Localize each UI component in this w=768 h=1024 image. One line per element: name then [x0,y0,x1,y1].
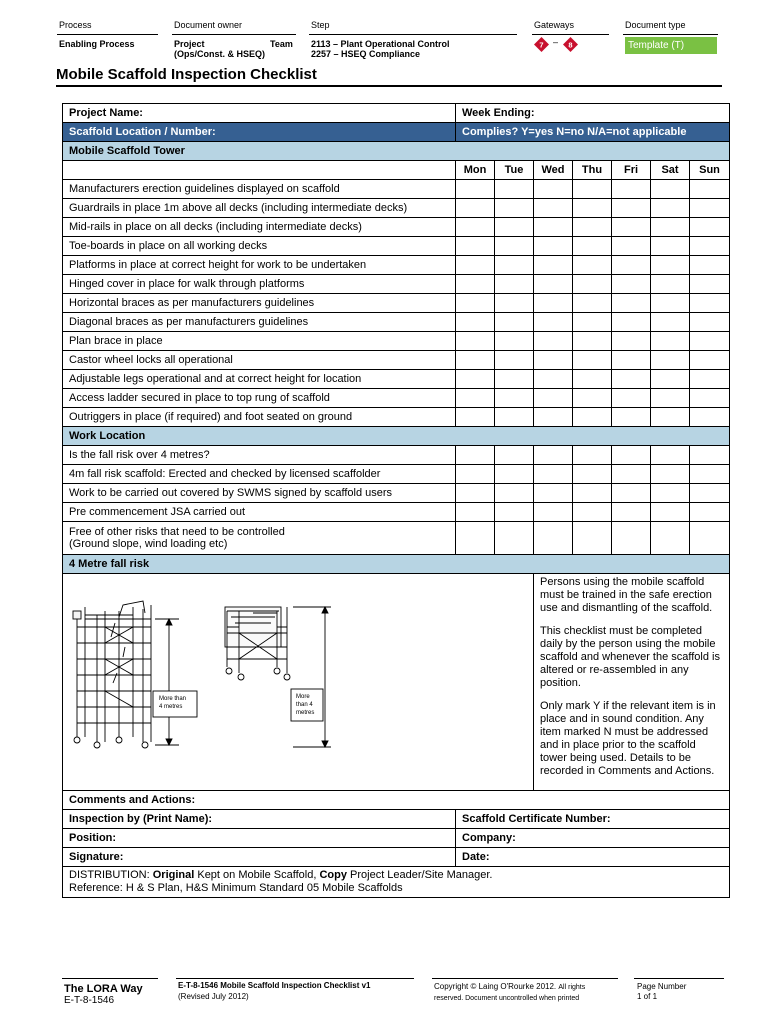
check-cell-fri[interactable] [612,180,651,199]
comments-actions-field[interactable]: Comments and Actions: [63,791,730,810]
gateway-from-diamond-icon [534,37,549,52]
footer-rule-2 [176,978,414,979]
check-cell-fri[interactable] [612,503,651,522]
check-cell-sun[interactable] [690,389,730,408]
footer-doc-code: E-T-8-1546 [64,995,115,1006]
check-cell-sun[interactable] [690,332,730,351]
gateway-to-diamond-icon [563,37,578,52]
check-cell-mon[interactable] [456,218,495,237]
check-cell-tue[interactable] [495,446,534,465]
check-cell-thu[interactable] [573,294,612,313]
check-cell-sun[interactable] [690,408,730,427]
footer-rule-1 [62,978,158,979]
check-cell-sun[interactable] [690,370,730,389]
check-cell-sat[interactable] [651,218,690,237]
owner-rule [172,34,296,35]
check-cell-sat[interactable] [651,522,690,555]
checklist-item-text: Free of other risks that need to be controlled [69,526,285,538]
check-cell-tue[interactable] [495,294,534,313]
check-cell-tue[interactable] [495,522,534,555]
check-cell-sat[interactable] [651,503,690,522]
check-cell-fri[interactable] [612,389,651,408]
section-header-work [63,427,730,446]
owner-value-1b: Team [270,39,293,49]
checklist-row [63,218,730,237]
check-cell-tue[interactable] [495,503,534,522]
check-cell-thu[interactable] [573,218,612,237]
check-cell-tue[interactable] [495,465,534,484]
check-cell-tue[interactable] [495,408,534,427]
doctype-badge: Template (T) [625,37,717,54]
check-cell-fri[interactable] [612,332,651,351]
checklist-row [63,465,730,484]
check-cell-wed[interactable] [534,294,573,313]
check-cell-sat[interactable] [651,180,690,199]
check-cell-mon[interactable] [456,370,495,389]
check-cell-fri[interactable] [612,370,651,389]
position-row [63,829,730,848]
step-value-1: 2113 – Plant Operational Control [311,39,450,49]
check-cell-wed[interactable] [534,275,573,294]
checklist-item-label: Castor wheel locks all operational [63,351,456,370]
check-cell-wed[interactable] [534,484,573,503]
note-training: Persons using the mobile scaffold must be trained in the safe erection use and dismantling of the scaffold. [540,576,713,614]
check-cell-fri[interactable] [612,313,651,332]
check-cell-mon[interactable] [456,503,495,522]
day-header-thu: Thu [573,161,612,180]
checklist-row [63,237,730,256]
check-cell-sun[interactable] [690,237,730,256]
check-cell-tue[interactable] [495,313,534,332]
svg-text:8: 8 [568,40,573,50]
mobile-scaffold-drawing-icon [63,597,335,767]
check-cell-wed[interactable] [534,389,573,408]
check-cell-wed[interactable] [534,408,573,427]
check-cell-thu[interactable] [573,237,612,256]
document-header [0,0,768,90]
footer-lora-way: The LORA Way [64,983,143,995]
checklist-item-text-2: (Ground slope, wind loading etc) [69,538,228,550]
page-number-value: 1 of 1 [637,992,658,1001]
illus-label-2b: than 4 [296,702,313,708]
section-title-fall-risk: 4 Metre fall risk [63,555,730,574]
doctype-rule [623,34,718,35]
check-cell-sat[interactable] [651,237,690,256]
check-cell-sun[interactable] [690,465,730,484]
check-cell-fri[interactable] [612,218,651,237]
project-name-field[interactable]: Project Name: [63,104,456,123]
check-cell-mon[interactable] [456,465,495,484]
check-cell-sat[interactable] [651,199,690,218]
gateways-rule [532,34,609,35]
note-marking: Only mark Y if the relevant item is in place and in sound condition. Any item marked N must be addressed and in place prior to the scaffold tower being used. Details to be recorded in Comments and Actions. [540,700,716,777]
footer-revised: (Revised July 2012) [178,992,249,1001]
check-cell-sat[interactable] [651,370,690,389]
check-cell-wed[interactable] [534,522,573,555]
checklist-row [63,370,730,389]
checklist-item-label: Hinged cover in place for walk through platforms [63,275,456,294]
days-header-spacer [63,161,456,180]
checklist-item-label: Work to be carried out covered by SWMS signed by scaffold users [63,484,456,503]
check-cell-wed[interactable] [534,256,573,275]
copyright-line-2: All rights [558,984,586,991]
section-title-work: Work Location [63,427,730,446]
check-cell-wed[interactable] [534,218,573,237]
check-cell-fri[interactable] [612,465,651,484]
checklist-row [63,522,730,555]
svg-text:7: 7 [539,40,544,50]
check-cell-tue[interactable] [495,332,534,351]
checklist-item-label: Is the fall risk over 4 metres? [63,446,456,465]
footer-doc-title: E-T-8-1546 Mobile Scaffold Inspection Checklist v1 [178,981,371,990]
check-cell-tue[interactable] [495,370,534,389]
dist-original: Original [152,869,195,881]
section-header-fall-risk [63,555,730,574]
check-cell-thu[interactable] [573,484,612,503]
distribution-row [63,867,730,898]
check-cell-tue[interactable] [495,275,534,294]
checklist-item-label: Platforms in place at correct height for work to be undertaken [63,256,456,275]
day-header-wed: Wed [534,161,573,180]
check-cell-thu[interactable] [573,389,612,408]
day-header-fri: Fri [612,161,651,180]
check-cell-thu[interactable] [573,275,612,294]
checklist-row [63,256,730,275]
check-cell-sat[interactable] [651,484,690,503]
page-title: Mobile Scaffold Inspection Checklist [56,66,317,83]
check-cell-sat[interactable] [651,389,690,408]
fall-risk-info-row [63,574,730,791]
check-cell-sun[interactable] [690,256,730,275]
checklist-item-label: Guardrails in place 1m above all decks (including intermediate decks) [63,199,456,218]
dist-copy: Copy [319,869,347,881]
check-cell-fri[interactable] [612,522,651,555]
illus-label-2a: More [296,694,310,700]
check-cell-mon[interactable] [456,180,495,199]
footer-rule-4 [634,978,724,979]
signature-row [63,848,730,867]
owner-value-2: (Ops/Const. & HSEQ) [174,49,266,59]
note-daily-check: This checklist must be completed daily by the person using the mobile scaffold and whenever the scaffold is altered or re-assembled in any position. [540,625,720,689]
copyright-line-1: Copyright © Laing O'Rourke 2012. [434,982,557,991]
copyright-line-3: reserved. Document uncontrolled when printed [434,995,580,1002]
company-field[interactable]: Company: [456,829,730,848]
checklist-item-label: Manufacturers erection guidelines displayed on scaffold [63,180,456,199]
check-cell-sun[interactable] [690,199,730,218]
check-cell-sat[interactable] [651,465,690,484]
check-cell-wed[interactable] [534,332,573,351]
check-cell-thu[interactable] [573,351,612,370]
step-label: Step [311,20,330,30]
check-cell-tue[interactable] [495,256,534,275]
scaffold-illustration [63,574,534,791]
footer-copyright [434,982,624,1004]
check-cell-fri[interactable] [612,237,651,256]
checklist-row [63,446,730,465]
checklist-row [63,484,730,503]
check-cell-mon[interactable] [456,522,495,555]
check-cell-sat[interactable] [651,408,690,427]
process-rule [57,34,158,35]
checklist-item-label: Access ladder secured in place to top rung of scaffold [63,389,456,408]
check-cell-fri[interactable] [612,256,651,275]
check-cell-sun[interactable] [690,218,730,237]
check-cell-wed[interactable] [534,446,573,465]
check-cell-tue[interactable] [495,237,534,256]
check-cell-sun[interactable] [690,446,730,465]
project-row [63,104,730,123]
checklist-row [63,199,730,218]
check-cell-wed[interactable] [534,199,573,218]
check-cell-thu[interactable] [573,370,612,389]
checklist-row [63,389,730,408]
gateways-label: Gateways [534,20,575,30]
reference-note: Reference: H & S Plan, H&S Minimum Standard 05 Mobile Scaffolds [69,882,403,894]
check-cell-tue[interactable] [495,180,534,199]
checklist-item-label: Adjustable legs operational and at correct height for location [63,370,456,389]
check-cell-thu[interactable] [573,256,612,275]
checklist-row [63,503,730,522]
checklist-item-label: Outriggers in place (if required) and foot seated on ground [63,408,456,427]
check-cell-sun[interactable] [690,351,730,370]
check-cell-wed[interactable] [534,237,573,256]
checklist-row [63,408,730,427]
date-field[interactable]: Date: [456,848,730,867]
distribution-note [63,867,730,898]
check-cell-sun[interactable] [690,503,730,522]
check-cell-sat[interactable] [651,446,690,465]
scaffold-location-field[interactable]: Scaffold Location / Number: [63,123,456,142]
check-cell-sun[interactable] [690,313,730,332]
checklist-row [63,351,730,370]
day-header-sun: Sun [690,161,730,180]
check-cell-sat[interactable] [651,351,690,370]
section-header-tower [63,142,730,161]
check-cell-thu[interactable] [573,465,612,484]
check-cell-mon[interactable] [456,446,495,465]
check-cell-thu[interactable] [573,522,612,555]
complies-legend: Complies? Y=yes N=no N/A=not applicable [456,123,730,142]
check-cell-sat[interactable] [651,313,690,332]
process-label: Process [59,20,92,30]
illus-label-1b: 4 metres [159,704,183,710]
instructions-notes [534,574,730,791]
check-cell-fri[interactable] [612,446,651,465]
check-cell-sun[interactable] [690,484,730,503]
owner-label: Document owner [174,20,243,30]
check-cell-thu[interactable] [573,180,612,199]
check-cell-sat[interactable] [651,294,690,313]
comments-row [63,791,730,810]
check-cell-tue[interactable] [495,218,534,237]
check-cell-thu[interactable] [573,332,612,351]
checklist-item-label: Toe-boards in place on all working decks [63,237,456,256]
check-cell-fri[interactable] [612,484,651,503]
illus-label-2c: metres [296,710,315,716]
document-footer [0,970,768,1024]
checklist-row [63,313,730,332]
check-cell-wed[interactable] [534,503,573,522]
check-cell-tue[interactable] [495,199,534,218]
check-cell-wed[interactable] [534,180,573,199]
section-title-tower: Mobile Scaffold Tower [63,142,730,161]
owner-value-1: Project [174,39,205,49]
checklist-item-label: Horizontal braces as per manufacturers guidelines [63,294,456,313]
checklist-item-label: 4m fall risk scaffold: Erected and checked by licensed scaffolder [63,465,456,484]
week-ending-field[interactable]: Week Ending: [456,104,730,123]
dist-mid: Kept on Mobile Scaffold, [194,869,320,881]
days-header-row [63,161,730,180]
signature-field[interactable]: Signature: [63,848,456,867]
check-cell-sat[interactable] [651,332,690,351]
step-rule [309,34,517,35]
checklist-item-label: Diagonal braces as per manufacturers guidelines [63,313,456,332]
check-cell-wed[interactable] [534,351,573,370]
check-cell-thu[interactable] [573,446,612,465]
check-cell-wed[interactable] [534,370,573,389]
illus-label-1a: More than [159,696,187,702]
check-cell-thu[interactable] [573,313,612,332]
check-cell-fri[interactable] [612,199,651,218]
check-cell-fri[interactable] [612,351,651,370]
check-cell-mon[interactable] [456,237,495,256]
check-cell-mon[interactable] [456,389,495,408]
gateway-separator: – [553,37,559,47]
check-cell-sun[interactable] [690,294,730,313]
check-cell-fri[interactable] [612,294,651,313]
check-cell-thu[interactable] [573,199,612,218]
check-cell-thu[interactable] [573,503,612,522]
check-cell-mon[interactable] [456,199,495,218]
check-cell-mon[interactable] [456,408,495,427]
checklist-item-label: Plan brace in place [63,332,456,351]
dist-prefix: DISTRIBUTION: [69,869,153,881]
page-number-label: Page Number [637,982,687,991]
doctype-label: Document type [625,20,686,30]
certificate-number-field[interactable]: Scaffold Certificate Number: [456,810,730,829]
check-cell-mon[interactable] [456,294,495,313]
check-cell-mon[interactable] [456,332,495,351]
checklist-row [63,332,730,351]
checklist-item-label: Pre commencement JSA carried out [63,503,456,522]
day-header-tue: Tue [495,161,534,180]
check-cell-sat[interactable] [651,275,690,294]
inspection-checklist-table [62,103,730,898]
check-cell-fri[interactable] [612,408,651,427]
check-cell-mon[interactable] [456,484,495,503]
day-header-mon: Mon [456,161,495,180]
day-header-sat: Sat [651,161,690,180]
inspection-row [63,810,730,829]
location-row [63,123,730,142]
check-cell-sun[interactable] [690,180,730,199]
footer-rule-3 [432,978,618,979]
check-cell-mon[interactable] [456,313,495,332]
check-cell-thu[interactable] [573,408,612,427]
check-cell-tue[interactable] [495,389,534,408]
check-cell-mon[interactable] [456,351,495,370]
checklist-row [63,294,730,313]
check-cell-mon[interactable] [456,275,495,294]
check-cell-sun[interactable] [690,522,730,555]
check-cell-fri[interactable] [612,275,651,294]
check-cell-tue[interactable] [495,351,534,370]
title-rule [56,85,722,87]
checklist-item-label [63,522,456,555]
footer-page-number [637,982,686,1002]
check-cell-mon[interactable] [456,256,495,275]
inspection-by-field[interactable]: Inspection by (Print Name): [63,810,456,829]
step-value-2: 2257 – HSEQ Compliance [311,49,421,59]
check-cell-wed[interactable] [534,465,573,484]
checklist-row [63,275,730,294]
check-cell-wed[interactable] [534,313,573,332]
check-cell-tue[interactable] [495,484,534,503]
checklist-item-label: Mid-rails in place on all decks (including intermediate decks) [63,218,456,237]
dist-end: Project Leader/Site Manager. [346,869,493,881]
position-field[interactable]: Position: [63,829,456,848]
check-cell-sun[interactable] [690,275,730,294]
process-value: Enabling Process [59,39,135,49]
checklist-row [63,180,730,199]
check-cell-sat[interactable] [651,256,690,275]
